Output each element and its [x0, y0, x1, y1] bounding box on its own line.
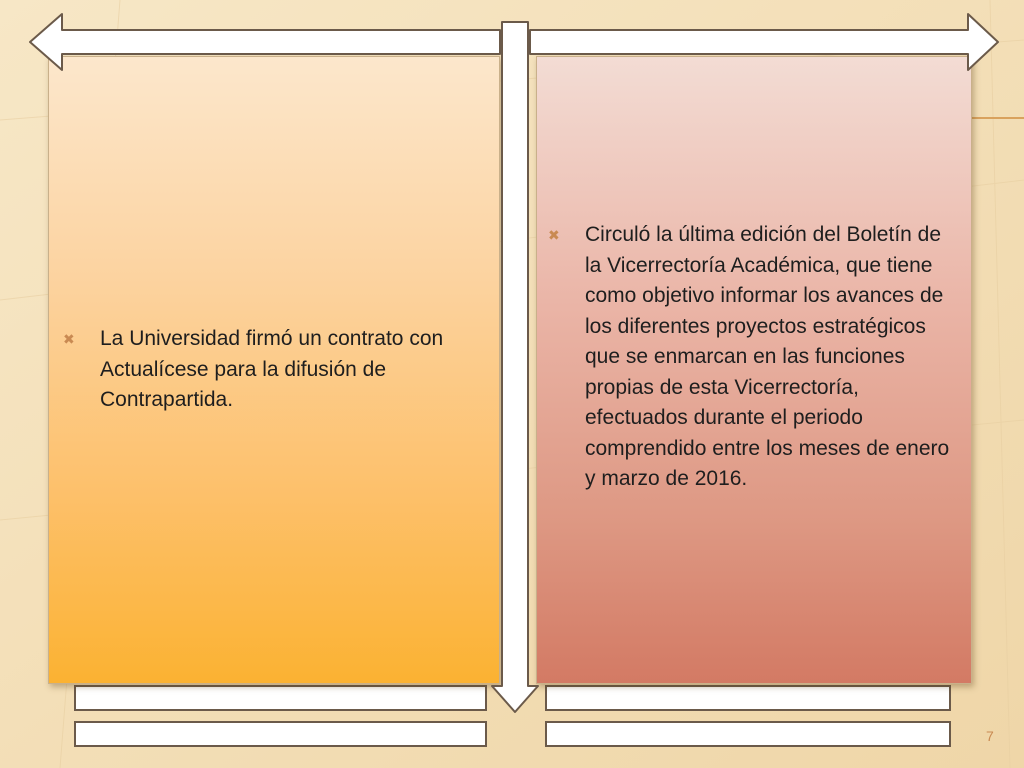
left-bullet-text: La Universidad firmó un contrato con Actualícese para la difusión de Contrapartida. — [100, 327, 444, 411]
left-bullet-item — [63, 324, 484, 416]
cross-bullet-icon: ✖ — [548, 227, 560, 243]
down-arrow-icon — [492, 22, 538, 712]
slide-number: 7 — [986, 728, 994, 744]
right-bullet-item — [548, 220, 957, 495]
cross-bullet-icon: ✖ — [63, 331, 75, 347]
left-arrow-icon — [30, 14, 500, 70]
right-bullet-text: Circuló la última edición del Boletín de la Vicerrectoría Académica, que tiene como objetivo informar los avances de los diferentes proyectos estratégicos que se enmarcan en las funciones propias de esta Vicerrectoría, efectuados durante el periodo comprendido entre los meses de enero y marzo de 2016. — [585, 223, 950, 490]
right-arrow-icon — [530, 14, 998, 70]
